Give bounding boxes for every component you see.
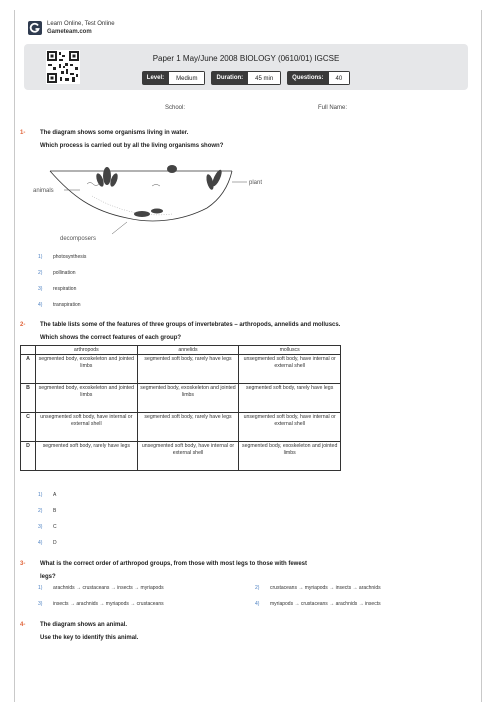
pond-diagram: [32, 156, 282, 246]
table-row: A segmented body, exoskeleton and jointed limbs segmented soft body, rarely have legs unsegmented soft body, have internal or external shell: [21, 355, 341, 384]
plant-label: plant: [249, 180, 263, 186]
option-4[interactable]: 4) myriapods → crustaceans → arachnids → insects: [255, 601, 381, 607]
features-table: [20, 345, 341, 471]
option-1[interactable]: 1) arachnids → crustaceans → insects → myriapods: [38, 585, 164, 591]
column-header: annelids: [137, 346, 239, 355]
level-chip: Level: Medium: [142, 71, 206, 85]
option-1[interactable]: 1) A: [38, 492, 57, 498]
option-3[interactable]: 3) C: [38, 524, 57, 530]
school-field[interactable]: School:: [165, 105, 186, 111]
question-text: The diagram shows some organisms living in water.: [40, 130, 189, 136]
question-text: Which process is carried out by all the living organisms shown?: [40, 143, 224, 149]
option-4[interactable]: 4) D: [38, 540, 57, 546]
fullname-field[interactable]: Full Name:: [318, 105, 348, 111]
question-text: The diagram shows an animal.: [40, 622, 128, 628]
question-text: Use the key to identify this animal.: [40, 635, 139, 641]
exam-header: [24, 44, 468, 90]
table-row: B segmented body, exoskeleton and jointed limbs segmented body, exoskeleton and jointed limbs segmented soft body, rarely have legs: [21, 384, 341, 413]
gameteam-logo-icon: [28, 21, 42, 35]
question-number: 2-: [20, 322, 26, 328]
brand[interactable]: [28, 20, 115, 36]
brand-site: Gameteam.com: [47, 29, 92, 35]
question-number: 3-: [20, 561, 26, 567]
option-2[interactable]: 2) crustaceans → myriapods → insects → arachnids: [255, 585, 381, 591]
questions-chip: Questions: 40: [287, 71, 350, 85]
brand-tagline: Learn Online, Test Online: [47, 21, 115, 27]
question-text: The table lists some of the features of three groups of invertebrates – arthropods, annelids and molluscs.: [40, 322, 341, 328]
question-text: legs?: [40, 574, 56, 580]
decomposers-label: decomposers: [60, 236, 97, 242]
question-text: Which shows the correct features of each group?: [40, 335, 182, 341]
column-header: molluscs: [239, 346, 341, 355]
question-number: 4-: [20, 622, 26, 628]
duration-chip: Duration: 45 min: [211, 71, 281, 85]
option-1[interactable]: 1) photosynthesis: [38, 254, 87, 260]
option-2[interactable]: 2) B: [38, 508, 57, 514]
table-row: D segmented soft body, rarely have legs unsegmented soft body, have internal or external shell segmented body, exoskeleton and jointed limbs: [21, 442, 341, 471]
question-text: What is the correct order of arthropod groups, from those with most legs to those with fewest: [40, 561, 308, 567]
option-3[interactable]: 3) respiration: [38, 286, 77, 292]
column-header: arthropods: [36, 346, 138, 355]
exam-title: Paper 1 May/June 2008 BIOLOGY (0610/01) IGCSE: [152, 54, 340, 63]
option-4[interactable]: 4) transpiration: [38, 302, 81, 308]
option-3[interactable]: 3) insects → arachnids → myriapods → crustaceans: [38, 601, 164, 607]
option-2[interactable]: 2) pollination: [38, 270, 76, 276]
question-number: 1-: [20, 130, 26, 136]
animals-label: animals: [33, 188, 54, 194]
table-row: C unsegmented soft body, have internal or external shell segmented soft body, rarely have legs unsegmented soft body, have internal or external shell: [21, 413, 341, 442]
